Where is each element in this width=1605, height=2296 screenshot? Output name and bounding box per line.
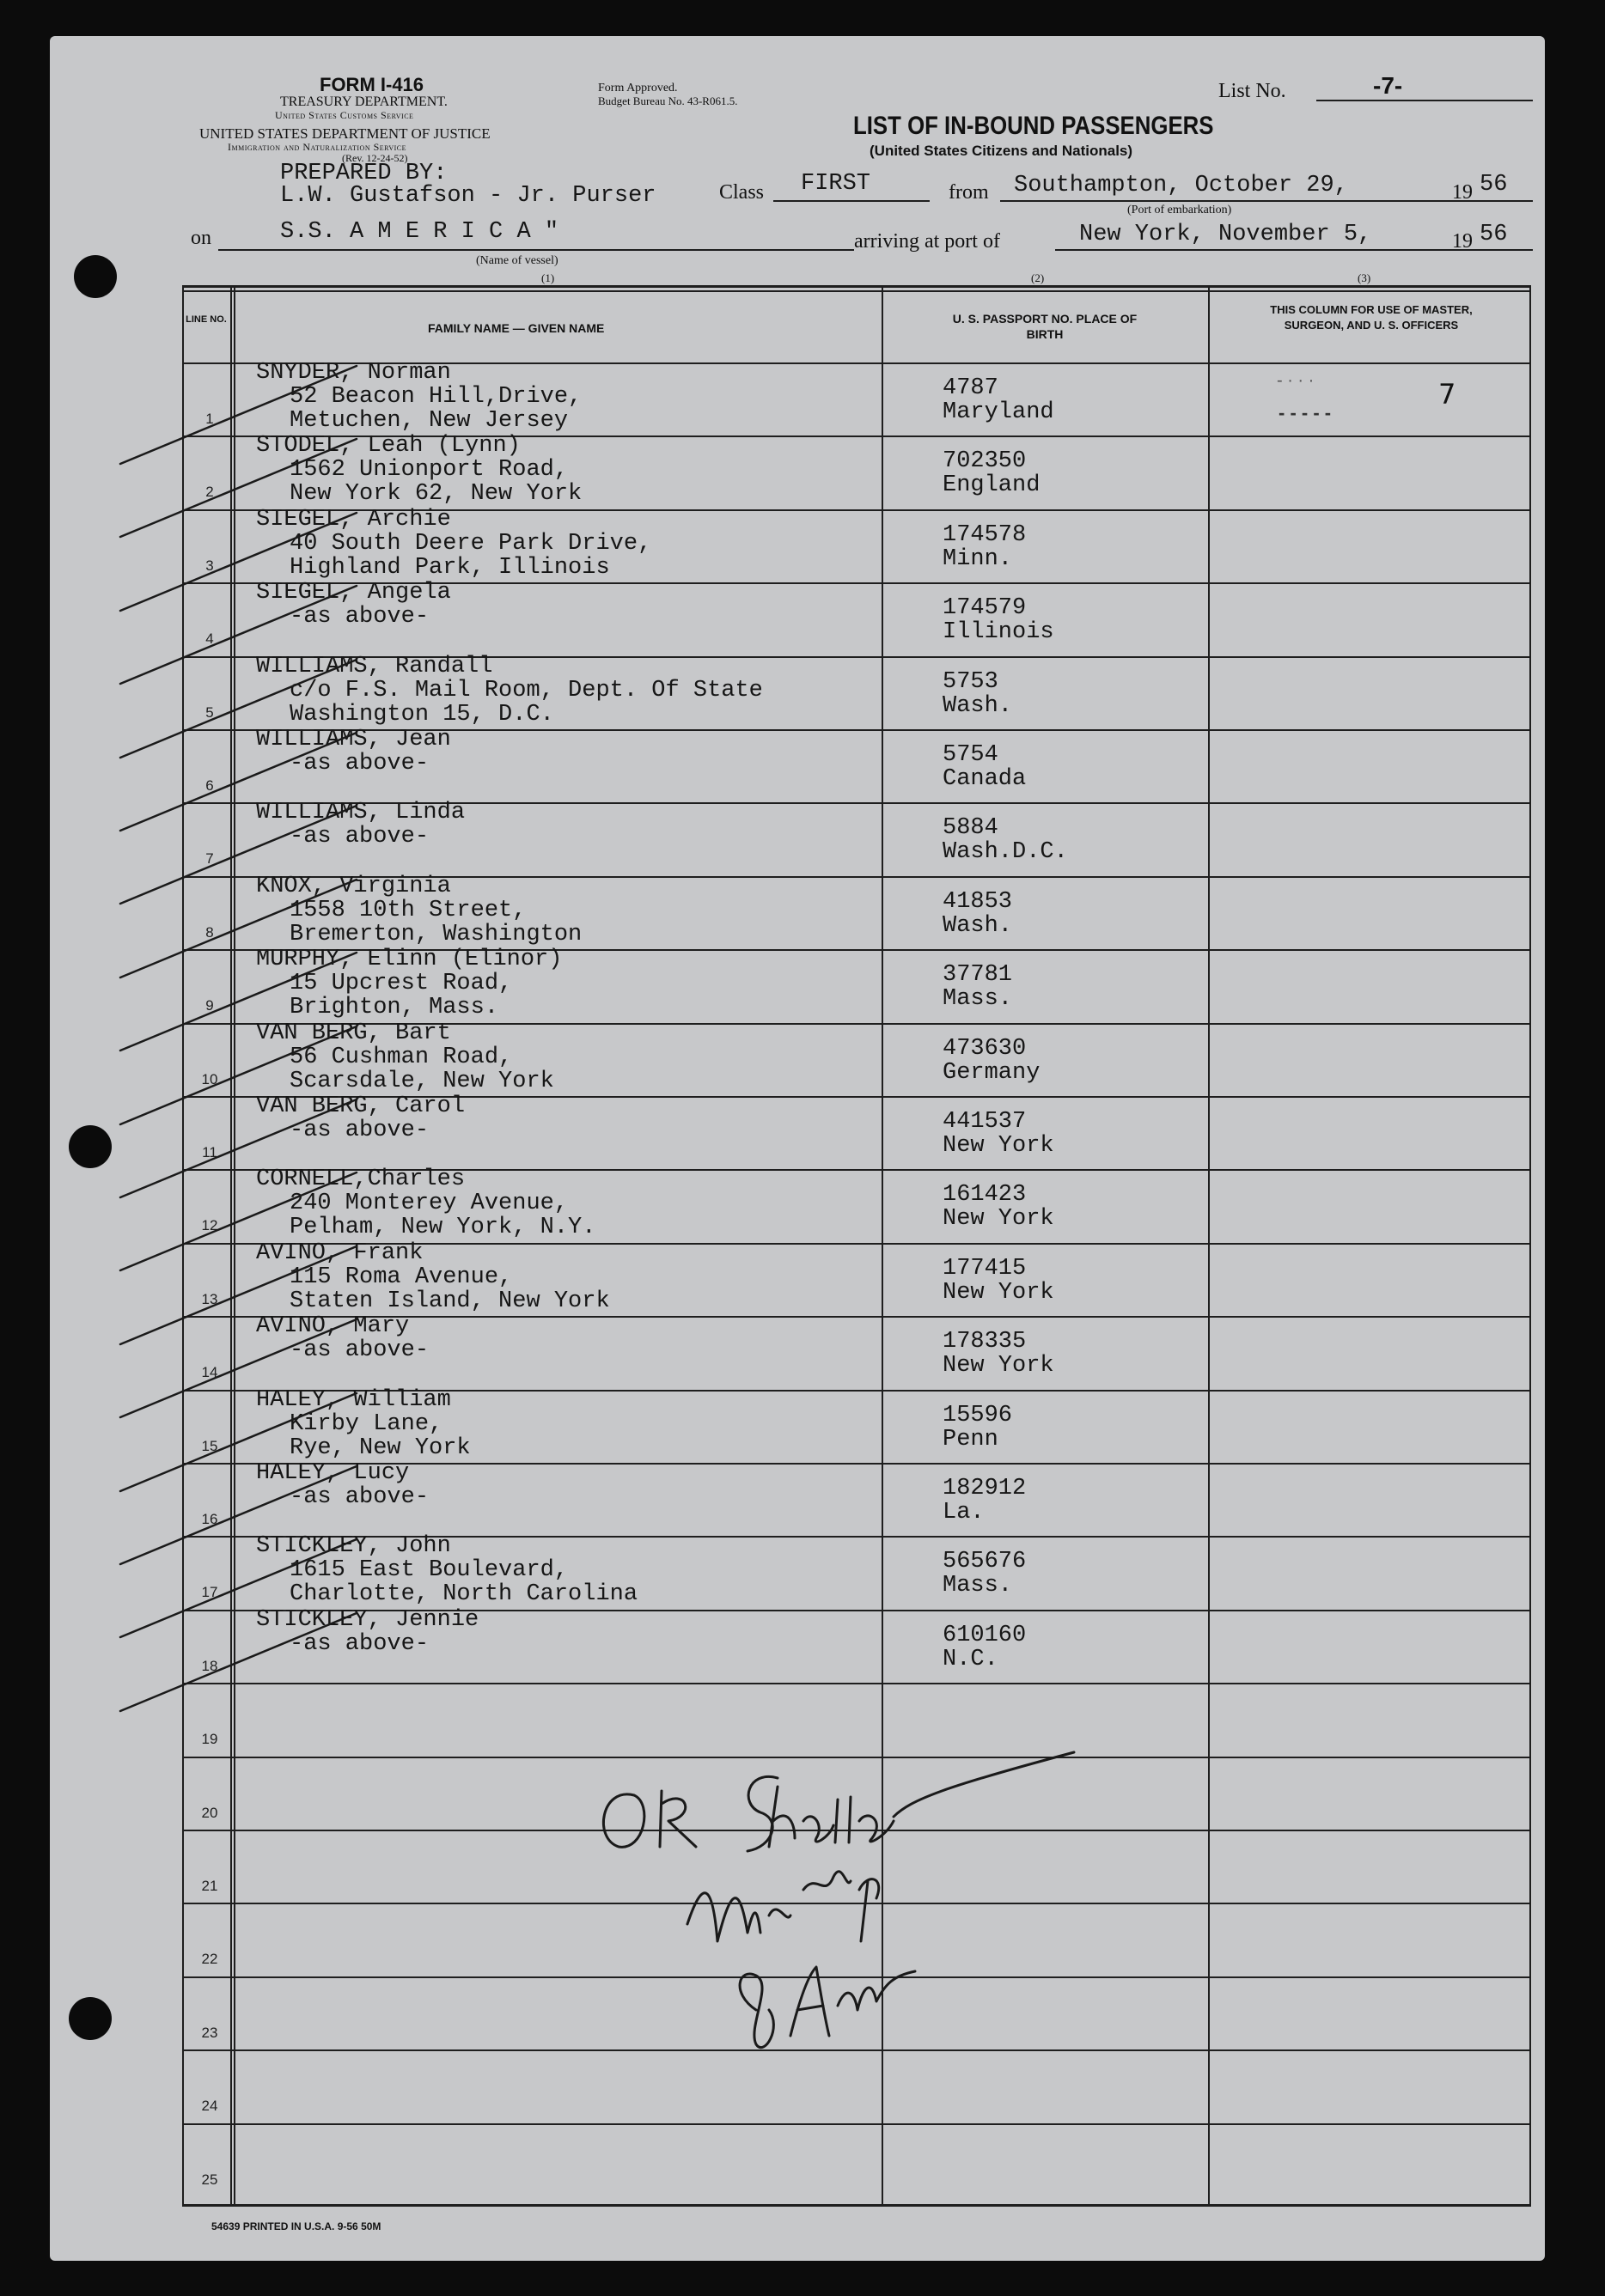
passport-number: 182912 [943,1476,1027,1501]
line-number: 20 [201,1805,218,1821]
line-number: 13 [201,1291,218,1307]
place-of-birth: Mass. [943,1573,1013,1599]
place-of-birth: N.C. [943,1647,998,1672]
address-line-2: Scarsdale, New York [290,1069,554,1094]
line-number: 5 [205,704,214,721]
place-of-birth: Germany [943,1060,1041,1086]
passport-number: 610160 [943,1623,1027,1648]
officer-mark-dashes: - · · · [1277,371,1315,390]
place-of-birth: Wash.D.C. [943,839,1068,865]
line-number: 14 [201,1364,218,1380]
place-of-birth: Maryland [943,399,1054,425]
address-line-1: 240 Monterey Avenue, [290,1191,569,1216]
passenger-name: SIEGEL, Archie [256,507,451,533]
passport-number: 5754 [943,742,998,768]
address-line-1: c/o F.S. Mail Room, Dept. Of State [290,678,763,703]
officer-mark-dashes-2: - - - - - [1279,402,1332,423]
passport-number: 177415 [943,1256,1027,1282]
address-line-2: Brighton, Mass. [290,995,499,1020]
row-divider [182,1830,1531,1831]
passenger-name: VAN BERG, Bart [256,1020,451,1046]
table-right-border [1529,285,1531,2206]
line-number: 6 [205,777,214,794]
passenger-name: CORNELL,Charles [256,1166,466,1192]
line-number: 25 [201,2171,218,2188]
line-number: 16 [201,1511,218,1527]
place-of-birth: Canada [943,766,1027,792]
passenger-name: STICKLEY, Jennie [256,1607,479,1633]
passenger-name: VAN BERG, Carol [256,1093,466,1119]
place-of-birth: Penn [943,1427,998,1453]
place-of-birth: New York [943,1206,1054,1232]
passenger-name: AVINO, Mary [256,1313,410,1339]
passenger-name: WILLIAMS, Randall [256,654,493,679]
passport-col-divider [1208,285,1210,2206]
line-number: 4 [205,630,214,647]
address-line-2: Rye, New York [290,1435,471,1461]
header-officers-text: THIS COLUMN FOR USE OF MASTER, SURGEON, AND U. S. OFFICERS [1270,303,1473,332]
passport-number: 178335 [943,1329,1027,1355]
place-of-birth: La. [943,1500,985,1526]
list-no-value: -7- [1373,72,1403,99]
table-top-line-2 [182,290,1531,292]
arrival-year: 56 [1480,222,1508,247]
from-year-prefix: 19 [1452,181,1473,204]
passenger-name: AVINO, Frank [256,1240,424,1266]
name-col-divider [882,285,883,2206]
line-number: 10 [201,1071,218,1087]
arrival-year-prefix: 19 [1452,230,1473,253]
line-number: 23 [201,2025,218,2041]
passport-number: 565676 [943,1549,1027,1574]
vessel-caption: (Name of vessel) [476,254,558,267]
page-subtitle: (United States Citizens and Nationals) [870,143,1133,159]
table-left-border [182,285,184,2206]
passenger-name: WILLIAMS, Jean [256,727,451,752]
line-number: 22 [201,1951,218,1967]
address-line-1: 1562 Unionport Road, [290,457,569,483]
passport-number: 37781 [943,962,1013,988]
passport-number: 41853 [943,889,1013,915]
place-of-birth: England [943,472,1041,498]
address-line-2: New York 62, New York [290,481,583,507]
table-bottom-line [182,2204,1531,2207]
officer-mark: 7 [1438,378,1456,411]
line-number: 2 [205,484,214,500]
header-line-no [186,314,227,326]
address-line-1: 115 Roma Avenue, [290,1264,513,1290]
place-of-birth: Mass. [943,986,1013,1012]
prepared-by-label: PREPARED BY: [280,161,448,186]
address-line-1: Kirby Lane, [290,1411,443,1437]
address-line-1: 15 Upcrest Road, [290,971,513,996]
address-line-1: -as above- [290,824,430,850]
header-line-no-text: LINE NO. [186,314,227,325]
page-title: LIST OF IN-BOUND PASSENGERS [853,112,1214,140]
line-number: 11 [202,1144,217,1160]
address-line-1: -as above- [290,1631,430,1657]
line-number: 1 [205,411,214,427]
line-number: 15 [201,1438,218,1454]
col-2-marker: (2) [1031,271,1045,284]
passport-number: 5884 [943,815,998,841]
passenger-name: MURPHY, Elinn (Elinor) [256,947,563,972]
address-line-1: -as above- [290,604,430,630]
place-of-birth: New York [943,1280,1054,1306]
passport-number: 15596 [943,1403,1013,1428]
address-line-1: 56 Cushman Road, [290,1044,513,1070]
passport-number: 702350 [943,448,1027,474]
from-year: 56 [1480,172,1508,198]
passport-number: 4787 [943,375,998,401]
prepared-by: L.W. Gustafson - Jr. Purser [280,183,656,209]
row-divider [182,1976,1531,1978]
line-col-divider-2 [234,285,235,2206]
arrival-value: New York, November 5, [1079,222,1372,247]
passenger-name: KNOX, Virginia [256,874,451,899]
form-number: FORM I-416 [320,74,424,95]
line-number: 7 [205,850,214,867]
header-family-name: FAMILY NAME — GIVEN NAME [428,321,605,335]
passenger-name: STICKLEY, John [256,1533,451,1559]
arriving-label: arriving at port of [854,230,1000,253]
line-number: 24 [201,2098,218,2114]
vessel-line [218,249,854,251]
vessel-name: S.S. A M E R I C A " [280,219,559,245]
revision: (Rev. 12-24-52) [342,152,408,164]
address-line-2: Metuchen, New Jersey [290,408,569,434]
on-label: on [191,227,211,249]
address-line-2: Bremerton, Washington [290,922,583,947]
address-line-1: -as above- [290,1337,430,1363]
address-line-1: -as above- [290,1484,430,1510]
address-line-1: 52 Beacon Hill,Drive, [290,384,583,410]
passenger-name: HALEY, Lucy [256,1460,410,1486]
line-number: 8 [205,924,214,941]
row-divider [182,1903,1531,1904]
header-officers [1251,302,1492,333]
passenger-name: SIEGEL, Angela [256,580,451,606]
passenger-name: SNYDER, Norman [256,360,451,386]
punch-hole-bottom [69,1997,112,2040]
budget-bureau: Budget Bureau No. 43-R061.5. [598,94,738,107]
address-line-2: Highland Park, Illinois [290,555,610,581]
punch-hole-middle [69,1125,112,1168]
place-of-birth: New York [943,1133,1054,1159]
place-of-birth: New York [943,1353,1054,1379]
list-no-line [1316,100,1533,101]
row-divider [182,2123,1531,2125]
class-value: FIRST [801,171,871,197]
header-passport-text: U. S. PASSPORT NO. PLACE OF BIRTH [952,312,1138,341]
passenger-name: WILLIAMS, Linda [256,800,466,825]
passport-number: 161423 [943,1182,1027,1208]
col-3-marker: (3) [1358,271,1371,284]
punch-hole-top [74,255,117,298]
table-top-line [182,285,1531,288]
passport-number: 5753 [943,669,998,695]
line-number: 3 [205,557,214,574]
treasury-dept: TREASURY DEPARTMENT. [280,94,448,109]
footer-print-code: 54639 PRINTED IN U.S.A. 9-56 50M [211,2220,381,2232]
from-label: from [949,181,989,204]
justice-dept: UNITED STATES DEPARTMENT OF JUSTICE [199,125,491,142]
from-value: Southampton, October 29, [1014,173,1348,198]
line-number: 19 [201,1731,218,1747]
line-number: 17 [201,1584,218,1600]
line-number: 9 [205,997,214,1014]
address-line-1: -as above- [290,1118,430,1143]
address-line-2: Staten Island, New York [290,1288,610,1314]
row-divider [182,2049,1531,2051]
row-divider [182,1683,1531,1684]
place-of-birth: Wash. [943,913,1013,939]
line-number: 21 [201,1878,218,1894]
place-of-birth: Minn. [943,546,1013,572]
place-of-birth: Wash. [943,693,1013,719]
header-passport [933,311,1156,342]
address-line-1: -as above- [290,751,430,776]
passport-number: 441537 [943,1109,1027,1135]
address-line-1: 1558 10th Street, [290,898,527,923]
passport-number: 473630 [943,1036,1027,1062]
address-line-2: Washington 15, D.C. [290,702,554,728]
customs-service: United States Customs Service [275,109,414,121]
form-approved: Form Approved. [598,82,678,94]
port-embark-caption: (Port of embarkation) [1127,204,1232,216]
ins-service: Immigration and Naturalization Service [228,141,407,153]
col-1-marker: (1) [541,271,555,284]
passenger-name: STODEL, Leah (Lynn) [256,433,521,459]
address-line-2: Charlotte, North Carolina [290,1581,638,1607]
class-label: Class [719,181,765,204]
list-no-label: List No. [1218,80,1286,102]
address-line-2: Pelham, New York, N.Y. [290,1215,596,1240]
line-number: 18 [201,1658,218,1674]
class-line [773,200,930,202]
passenger-name: HALEY, William [256,1387,451,1413]
passport-number: 174578 [943,522,1027,548]
passport-number: 174579 [943,595,1027,621]
address-line-1: 40 South Deere Park Drive, [290,531,652,557]
address-line-1: 1615 East Boulevard, [290,1557,569,1583]
row-divider [182,1757,1531,1758]
line-number: 12 [201,1217,218,1233]
place-of-birth: Illinois [943,619,1054,645]
